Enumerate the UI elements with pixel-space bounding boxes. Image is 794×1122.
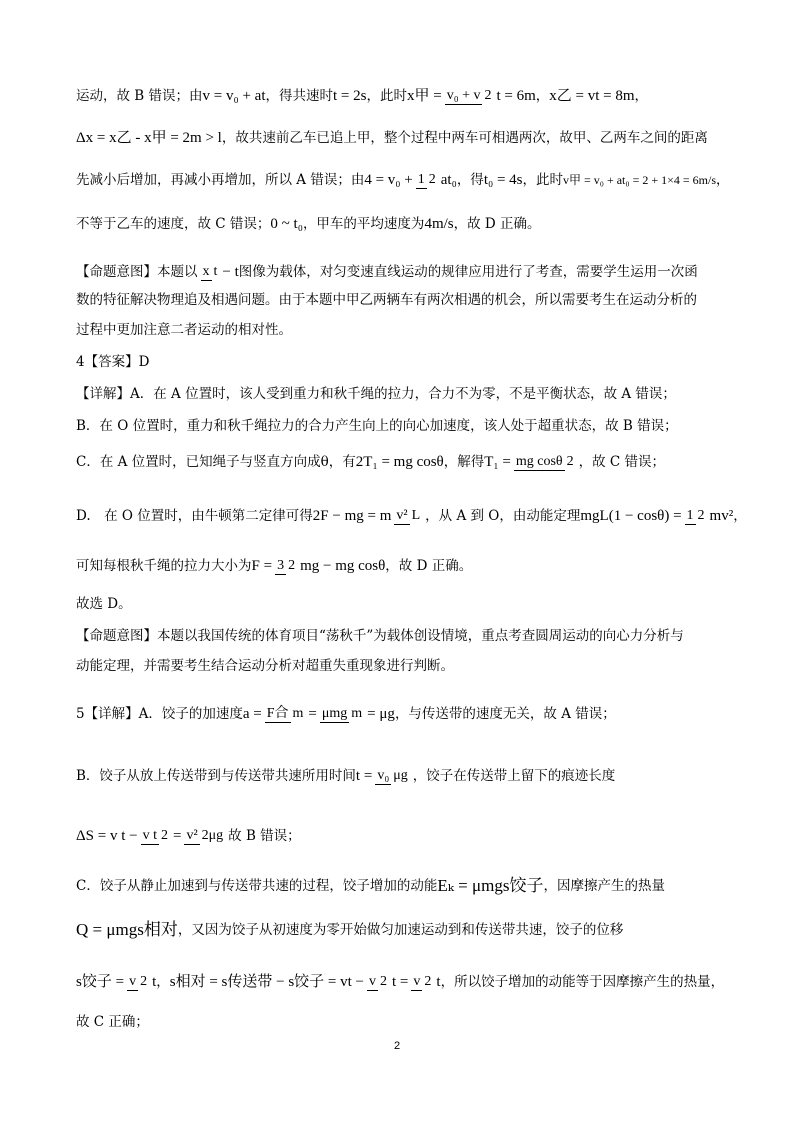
numerator: mg cosθ [515, 454, 563, 469]
equation: T₁ = [484, 454, 511, 470]
fraction [184, 827, 225, 845]
equation: t [152, 974, 157, 990]
text: ， [716, 172, 730, 188]
text: ，又因为饺子从初速度为零开始做匀加速运动到和传送带共速，饺子的位移 [177, 922, 624, 938]
equation: = [172, 828, 182, 844]
numerator: x [202, 264, 210, 279]
text: ，得共速时 [265, 88, 333, 104]
equation: 2T₁ = mg cosθ [355, 454, 444, 470]
fraction [445, 87, 494, 105]
text: ，解得 [443, 454, 485, 470]
denominator: 2 [566, 454, 574, 469]
text: ，此时 [522, 172, 564, 188]
numerator: 1 [686, 508, 694, 523]
denominator: 2 [288, 558, 296, 573]
text-line-21 [76, 920, 736, 940]
fraction [416, 171, 438, 189]
numerator: v² [186, 828, 198, 843]
equation: ΔS = v t − [76, 828, 138, 844]
equation: 2F − mg = m [312, 508, 392, 524]
text: B．饺子从放上传送带到与传送带共速所用时间 [76, 768, 356, 784]
equation: x乙 = vt = 8m [549, 88, 635, 104]
text-line-22 [76, 972, 736, 992]
text-line-18 [76, 766, 736, 786]
text-line-23: 故 C 正确； [76, 1014, 149, 1030]
equation: 0 ~ t₀ [270, 216, 303, 232]
text-line-13 [76, 556, 736, 576]
equation: t [436, 974, 441, 990]
fraction [375, 767, 409, 785]
fraction [320, 705, 364, 723]
equation: mgL(1 − cosθ) = [580, 508, 682, 524]
text: 运动，故 B 错误；由 [76, 88, 203, 104]
equation: F = [251, 558, 273, 574]
equation: Q = μmgs相对 [76, 920, 178, 939]
numerator: v t [142, 828, 157, 843]
fraction [411, 973, 433, 991]
equation: t = [355, 768, 373, 784]
denominator: 2 [697, 508, 705, 523]
text: ， [733, 508, 747, 524]
text: 不等于乙车的速度，故 C 错误； [76, 216, 271, 232]
numerator: 3 [277, 558, 285, 573]
text-line-20 [76, 876, 736, 896]
text-line-14: 故选 D。 [76, 596, 132, 612]
equation: s饺子 = [76, 974, 125, 990]
equation: = [308, 706, 317, 722]
denominator: 2 [160, 828, 168, 843]
answer-heading: 4【答案】D [76, 354, 150, 370]
text-line-5 [76, 262, 736, 282]
numerator: 1 [417, 172, 425, 187]
text: ，饺子在传送带上留下的痕迹长度 [412, 768, 616, 784]
equation: at₀ [440, 172, 457, 188]
text: ， [634, 88, 649, 104]
denominator: 2 [380, 974, 388, 989]
text: ，得 [456, 172, 484, 188]
fraction [127, 973, 149, 991]
equation: 4m/s [424, 216, 454, 232]
text: ，故共速前乙车已追上甲，整个过程中两车可相遇两次，故甲、乙两车之间的距离 [221, 130, 708, 146]
text-line-6: 数的特征解决物理追及相遇问题。由于本题中甲乙两辆车有两次相遇的机会，所以需要考生在运动分析的 [76, 292, 697, 308]
denominator: m [292, 706, 304, 721]
text-line-10: B．在 O 位置时，重力和秋千绳拉力的合力产生向上的向心加速度，该人处于超重状态，故 B 错误； [76, 418, 678, 434]
fraction [265, 705, 306, 723]
denominator: 2 [424, 974, 432, 989]
numerator: v [129, 974, 137, 989]
fraction [514, 453, 576, 471]
text-line-19 [76, 826, 736, 846]
equation: Eₖ = μmgs饺子 [437, 876, 544, 895]
text: ，故 D 正确。 [453, 216, 541, 232]
fraction [141, 827, 170, 845]
text: D. 在 O 位置时，由牛顿第二定律可得 [76, 508, 313, 524]
denominator: μg [393, 768, 408, 783]
equation: x甲 = [406, 88, 442, 104]
numerator: μmg [321, 706, 348, 721]
numerator: v₀ + v [446, 88, 481, 103]
numerator: v² [396, 508, 408, 523]
text: 故 B 错误； [228, 828, 301, 844]
text-line-4 [76, 214, 736, 234]
text: C．饺子从静止加速到与传送带共速的过程，饺子增加的动能 [76, 878, 438, 894]
text: 可知每根秋千绳的拉力大小为 [76, 558, 252, 574]
equation: v甲 = v₀ + at₀ = 2 + 1×4 = 6m/s [563, 173, 716, 187]
equation: mg − mg cosθ [300, 558, 386, 574]
fraction [201, 263, 220, 281]
text: 先减小后增加，再减小再增加，所以 A 错误；由 [76, 172, 365, 188]
text: ，故 C 错误； [578, 454, 666, 470]
text: 【命题意图】本题以 [76, 264, 198, 280]
text-line-16: 动能定理，并需要考生结合运动分析对超重失重现象进行判断。 [76, 658, 454, 674]
text: C．在 A 位置时，已知绳子与竖直方向成θ，有 [76, 454, 356, 470]
text: 5【详解】A．饺子的加速度 [76, 706, 243, 722]
numerator: v [369, 974, 377, 989]
text-line-17 [76, 704, 736, 724]
text: ，从 A 到 O，由动能定理 [425, 508, 581, 524]
text-line-3 [76, 170, 736, 190]
denominator: 2 [428, 172, 436, 187]
equation: v = v₀ + at [202, 88, 266, 104]
equation: = μg [367, 706, 395, 722]
text: ，甲车的平均速度为 [302, 216, 425, 232]
text: 图像为载体，对匀变速直线运动的规律应用进行了考查，需要学生运用一次函 [238, 264, 698, 280]
text: ，因摩擦产生的热量 [543, 878, 665, 894]
equation: t = 6m [496, 88, 536, 104]
equation: a = [242, 706, 262, 722]
equation: t = [392, 974, 409, 990]
denominator: 2 [484, 88, 492, 103]
equation: s相对 = s传送带 − s饺子 = vt − [169, 974, 365, 990]
equation: t₀ = 4s [483, 172, 523, 188]
text-line-2 [76, 128, 736, 148]
denominator: L [411, 508, 421, 523]
fraction [367, 973, 389, 991]
text: ，所以饺子增加的动能等于因摩擦产生的热量， [440, 974, 725, 990]
page-number: 2 [393, 1040, 401, 1052]
equation: 4 = v₀ + [364, 172, 413, 188]
denominator: 2 [140, 974, 148, 989]
text: ， [535, 88, 550, 104]
denominator: t [213, 264, 218, 279]
denominator: 2μg [201, 828, 224, 843]
fraction [394, 507, 422, 525]
equation: mv² [709, 508, 734, 524]
fraction [275, 557, 297, 575]
text: ，与传送带的速度无关，故 A 错误； [394, 706, 616, 722]
text: ，故 D 正确。 [385, 558, 473, 574]
text-line-11 [76, 452, 736, 472]
denominator: m [351, 706, 363, 721]
equation: t = 2s [333, 88, 367, 104]
text: ， [156, 974, 170, 990]
text-line-1 [76, 86, 736, 106]
text-line-7: 过程中更加注意二者运动的相对性。 [76, 322, 292, 338]
text-line-12 [76, 506, 747, 526]
text: ，此时 [366, 88, 407, 104]
equation: Δx = x乙 - x甲 = 2m > l [76, 130, 222, 146]
equation: − t [222, 264, 239, 280]
text-line-15: 【命题意图】本题以我国传统的体育项目“荡秋千”为载体创设情境，重点考查圆周运动的向心力分析与 [76, 628, 684, 644]
fraction [685, 507, 707, 525]
numerator: F合 [266, 706, 289, 721]
numerator: v [413, 974, 421, 989]
numerator: v₀ [377, 768, 390, 783]
text-line-9: 【详解】A．在 A 位置时，该人受到重力和秋千绳的拉力，合力不为零，不是平衡状态，故 A 错误； [76, 386, 676, 402]
